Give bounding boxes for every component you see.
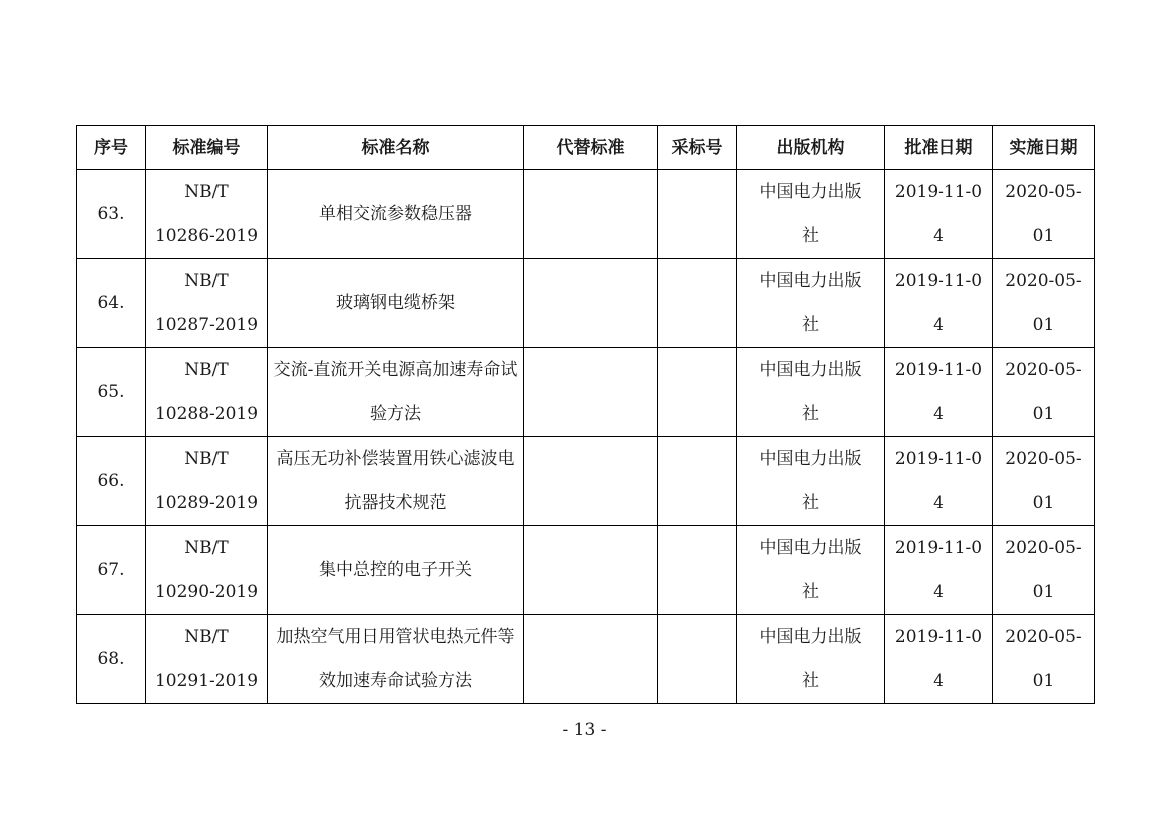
implementation-date-line-1: 2020-05- [1005,449,1082,469]
publisher-line-1: 中国电力出版 [759,360,862,380]
replaced-standard-cell [524,259,658,348]
header-serial: 序号 [77,126,146,170]
approval-date-line-2: 4 [933,671,944,691]
implementation-date-line-1: 2020-05- [1005,538,1082,558]
publisher-line-1: 中国电力出版 [759,271,862,291]
implementation-date-cell [993,348,1095,437]
standard-code-number: 10287-2019 [154,315,259,335]
adopted-number-cell [658,615,737,704]
standards-table [76,125,1095,704]
header-approval-date: 批准日期 [885,126,993,170]
replaced-standard-cell [524,348,658,437]
standard-code-number: 10290-2019 [154,582,259,602]
publisher-line-2: 社 [802,315,819,335]
header-replaced-standard: 代替标准 [524,126,658,170]
serial-cell: 64. [77,259,146,348]
header-implementation-date: 实施日期 [993,126,1095,170]
publisher-line-2: 社 [802,671,819,691]
implementation-date-line-2: 01 [1032,404,1055,424]
serial-cell: 63. [77,170,146,259]
standard-name-cell: 玻璃钢电缆桥架 [268,259,524,348]
standard-name-cell: 交流-直流开关电源高加速寿命试验方法 [268,348,524,437]
standard-name-cell: 加热空气用日用管状电热元件等效加速寿命试验方法 [268,615,524,704]
serial-cell: 66. [77,437,146,526]
approval-date-line-2: 4 [933,493,944,513]
adopted-number-cell [658,526,737,615]
implementation-date-cell [993,615,1095,704]
approval-date-line-1: 2019-11-0 [894,449,983,469]
serial-cell: 67. [77,526,146,615]
implementation-date-line-2: 01 [1032,582,1055,602]
standard-code-number: 10291-2019 [154,671,259,691]
replaced-standard-cell [524,170,658,259]
implementation-date-cell [993,259,1095,348]
header-standard-name: 标准名称 [268,126,524,170]
implementation-date-line-2: 01 [1032,671,1055,691]
implementation-date-cell [993,526,1095,615]
table-row [77,259,1095,348]
standard-code-prefix: NB/T [184,627,229,647]
adopted-number-cell [658,170,737,259]
replaced-standard-cell [524,615,658,704]
publisher-line-2: 社 [802,582,819,602]
standard-name-cell: 高压无功补偿装置用铁心滤波电抗器技术规范 [268,437,524,526]
standard-code-cell [146,170,268,259]
table-row [77,437,1095,526]
publisher-line-2: 社 [802,493,819,513]
standard-code-prefix: NB/T [184,182,229,202]
publisher-cell [737,348,885,437]
approval-date-line-2: 4 [933,315,944,335]
replaced-standard-cell [524,526,658,615]
serial-cell: 65. [77,348,146,437]
approval-date-cell [885,348,993,437]
publisher-cell [737,259,885,348]
implementation-date-line-1: 2020-05- [1005,360,1082,380]
standard-name-cell: 集中总控的电子开关 [268,526,524,615]
implementation-date-line-2: 01 [1032,493,1055,513]
publisher-line-1: 中国电力出版 [759,627,862,647]
adopted-number-cell [658,437,737,526]
approval-date-line-1: 2019-11-0 [894,271,983,291]
standard-code-number: 10286-2019 [154,226,259,246]
approval-date-line-2: 4 [933,404,944,424]
header-standard-code: 标准编号 [146,126,268,170]
table-row [77,348,1095,437]
publisher-cell [737,170,885,259]
approval-date-cell [885,259,993,348]
approval-date-cell [885,170,993,259]
replaced-standard-cell [524,437,658,526]
standard-code-prefix: NB/T [184,360,229,380]
standard-code-number: 10289-2019 [154,493,259,513]
table-row [77,526,1095,615]
implementation-date-line-1: 2020-05- [1005,271,1082,291]
adopted-number-cell [658,348,737,437]
approval-date-line-1: 2019-11-0 [894,627,983,647]
publisher-line-1: 中国电力出版 [759,538,862,558]
serial-cell: 68. [77,615,146,704]
implementation-date-line-1: 2020-05- [1005,182,1082,202]
adopted-number-cell [658,259,737,348]
implementation-date-cell [993,437,1095,526]
approval-date-line-1: 2019-11-0 [894,182,983,202]
standard-code-prefix: NB/T [184,538,229,558]
implementation-date-line-2: 01 [1032,226,1055,246]
publisher-cell [737,526,885,615]
approval-date-line-1: 2019-11-0 [894,538,983,558]
publisher-line-1: 中国电力出版 [759,449,862,469]
approval-date-line-1: 2019-11-0 [894,360,983,380]
approval-date-line-2: 4 [933,226,944,246]
standard-code-cell [146,259,268,348]
publisher-cell [737,615,885,704]
implementation-date-line-2: 01 [1032,315,1055,335]
implementation-date-cell [993,170,1095,259]
standard-code-prefix: NB/T [184,449,229,469]
standard-code-prefix: NB/T [184,271,229,291]
table-row [77,615,1095,704]
publisher-line-2: 社 [802,226,819,246]
approval-date-cell [885,615,993,704]
standard-code-cell [146,437,268,526]
header-publisher: 出版机构 [737,126,885,170]
standard-code-cell [146,526,268,615]
header-adopted-number: 采标号 [658,126,737,170]
approval-date-cell [885,437,993,526]
standard-code-cell [146,615,268,704]
page-number: - 13 - [562,720,607,740]
approval-date-line-2: 4 [933,582,944,602]
table-header-row [77,126,1095,170]
publisher-line-1: 中国电力出版 [759,182,862,202]
approval-date-cell [885,526,993,615]
table-row [77,170,1095,259]
standard-name-cell: 单相交流参数稳压器 [268,170,524,259]
publisher-line-2: 社 [802,404,819,424]
publisher-cell [737,437,885,526]
standard-code-number: 10288-2019 [154,404,259,424]
implementation-date-line-1: 2020-05- [1005,627,1082,647]
standard-code-cell [146,348,268,437]
